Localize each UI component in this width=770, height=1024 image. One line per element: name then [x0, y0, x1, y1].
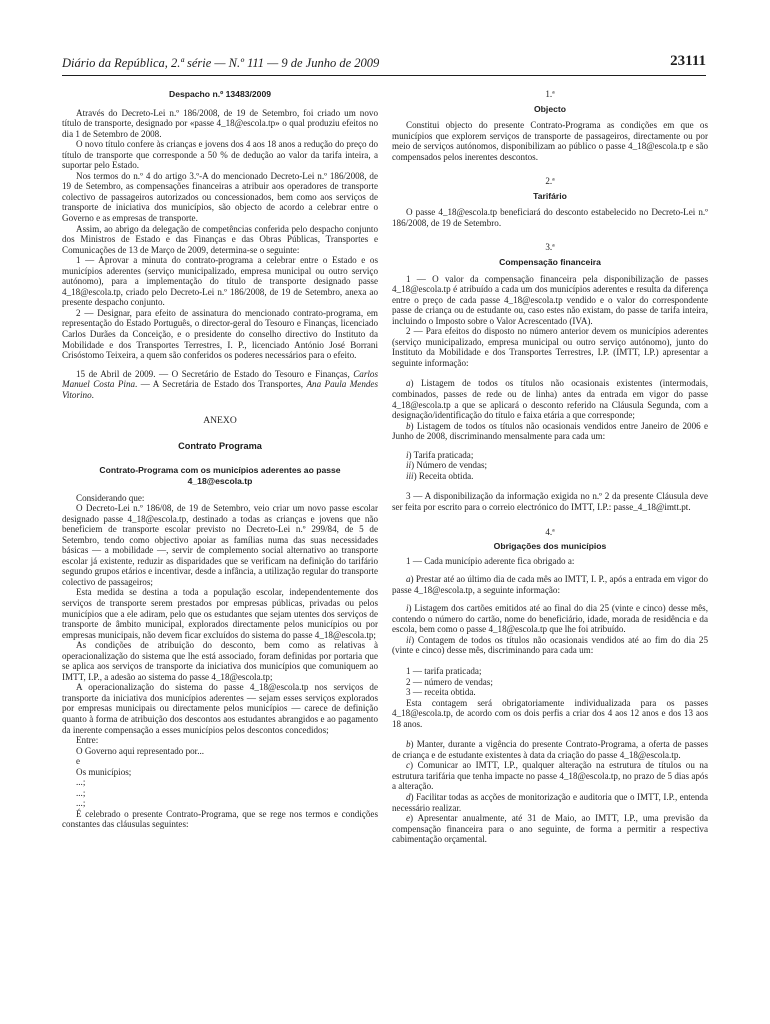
paragraph: O Decreto-Lei n.º 186/08, de 19 de Setembro, veio criar um novo passe escolar designado passe 4_18@escola.tp, destinado a todas as crianças e jovens que não beneficiem de transporte escolar previsto no Decreto-Lei n.º 299/84, de 5 de Setembro, tendo como objectivo apoiar as famílias numa das suas necessidades básicas — a mobilidade —, servir de complemento social alternativo ao transporte escolar já existente, reduzir as disparidades que se verificam na definição do tarifário segundo grupos etários e incentivar, desde a infância, a utilização regular do transporte colectivo de passageiros;: [62, 503, 378, 587]
clause-title: Objecto: [534, 103, 566, 114]
list-item: [392, 471, 708, 482]
paragraph: Assim, ao abrigo da delegação de competências conferida pelo despacho conjunto dos Ministros de Estado e das Finanças e das Obras Públicas, Transportes e Comunicações de 13 de Março de 2009, determina-se o seguinte:: [62, 223, 378, 255]
right-column: [392, 89, 708, 845]
list-marker: b: [406, 420, 411, 431]
paragraph: 2 — Designar, para efeito de assinatura do mencionado contrato-programa, em representação do Estado Português, o director-geral do Tesouro e Finanças, licenciado Carlos Durães da Conceição, e o presidente do conselho directivo do Instituto da Mobilidade e dos Transportes Terrestres, I. P., licenciado António José Borrani Crisóstomo Teixeira, a quem são conferidos os poderes necessários para o efeito.: [62, 307, 378, 361]
paragraph: As condições de atribuição do desconto, bem como as relativas à operacionalização do sistema que lhe está associado, foram definidas por portaria que se aplica aos serviços de transporte da iniciativa dos municípios que comuniquem ao IMTT, I.P., a adesão ao sistema do passe 4_18@escola.tp;: [62, 640, 378, 682]
paragraph: ...;: [76, 787, 86, 798]
page-header: [62, 55, 706, 76]
journal-title: Diário da República, 2.ª série — N.º 111 — 9 de Junho de 2009: [62, 56, 380, 70]
list-marker: d: [406, 791, 411, 802]
paragraph: Constitui objecto do presente Contrato-Programa as condições em que os municípios que explorem serviços de transporte de passageiros, directamente ou por meio de serviços autónomos, disponibilizam ao público o passe 4_18@escola.tp e são compensados pelos inerentes descontos.: [392, 120, 708, 162]
list-item: [392, 378, 708, 420]
left-column: [62, 89, 378, 830]
list-item: [392, 739, 708, 760]
despacho-title: Despacho n.º 13483/2009: [168, 89, 272, 99]
contract-subtitle: Contrato-Programa com os municípios aderentes ao passe 4_18@escola.tp: [99, 465, 341, 486]
list-text: ) Receita obtida.: [413, 470, 474, 481]
clause-title: Compensação financeira: [499, 257, 601, 268]
signature-text: . — A Secretária de Estado dos Transportes,: [135, 379, 307, 390]
list-marker: ii: [406, 634, 412, 645]
paragraph: É celebrado o presente Contrato-Programa, que se rege nos termos e condições constantes das cláusulas seguintes:: [62, 808, 378, 830]
paragraph: 1 — Cada município aderente fica obrigado a:: [406, 555, 575, 566]
signature-block: [62, 369, 378, 401]
list-item: 2 — número de vendas;: [406, 676, 493, 687]
clause-title: Obrigações dos municípios: [493, 541, 607, 552]
list-text: ) Comunicar ao IMTT, I.P., qualquer alteração na estrutura de títulos ou na estrutura tarifária que tenha impacte no passe 4_18@escola.tp, no prazo de 5 dias após a alteração.: [392, 760, 708, 792]
signature-text: .: [91, 389, 94, 400]
paragraph: Esta medida se destina a toda a população escolar, independentemente dos serviços de transporte serem prestados por empresas públicas, privadas ou pelos municípios que a ele adiram, pelo que os estudantes que sejam utentes dos serviços de transporte de âmbito municipal, explorados directamente pelos municípios ou por empresas municipais, não devem ficar excluídos do sistema do passe 4_18@escola.tp;: [62, 587, 378, 640]
clause-number: 4.ª: [545, 526, 555, 537]
list-item: [392, 792, 708, 813]
list-item: 3 — receita obtida.: [406, 687, 476, 698]
list-item: [392, 421, 708, 442]
list-text: ) Tarifa praticada;: [408, 449, 474, 460]
list-item: [392, 813, 708, 845]
list-item: [392, 635, 708, 656]
list-item: [392, 574, 708, 595]
clause-number: 3.ª: [545, 242, 555, 253]
paragraph: Os municípios;: [76, 766, 132, 777]
list-item: [392, 603, 708, 635]
list-item: [392, 450, 708, 461]
clause-number: 1.ª: [545, 89, 555, 99]
list-marker: c: [406, 760, 411, 771]
list-item: 1 — tarifa praticada;: [406, 665, 482, 676]
paragraph: 1 — Aprovar a minuta do contrato-programa a celebrar entre o Estado e os municípios aderentes (serviço municipalizado, empresa municipal ou outro serviço autónomo), para a implementação do título de transporte designado passe 4_18@escola.tp, criado pelo Decreto-Lei n.º 186/2008, de 19 de Setembro, anexa ao presente despacho conjunto.: [62, 255, 378, 308]
list-text: ) Apresentar anualmente, até 31 de Maio, ao IMTT, I.P., uma previsão da compensação financeira para o ano seguinte, de forma a permitir a respectiva cabimentação orçamental.: [392, 813, 708, 845]
list-item: [392, 460, 708, 471]
list-text: ) Listagem de todos os títulos não ocasionais existentes (intermodais, combinados, passes de rede ou de linha) antes da entrada em vigor do passe 4_18@escola.tp a que se aplicará o desconto referido na Cláusula Segunda, com a designação/identificação do título e faixa etária a que corresponde;: [392, 378, 708, 421]
list-text: ) Listagem dos cartões emitidos até ao final do dia 25 (vinte e cinco) desse mês, contendo o número do cartão, nome do beneficiário, idade, morada de residência e da escola, bem como o passe 4_18@escola.tp que lhe foi atribuído.: [392, 603, 708, 635]
paragraph: 3 — A disponibilização da informação exigida no n.º 2 da presente Cláusula deve ser feita por escrito para o correio electrónico do IMTT, I.P.: passe_4_18@imtt.pt.: [392, 491, 708, 512]
paragraph: O Governo aqui representado por...: [76, 745, 205, 756]
paragraph: O novo título confere às crianças e jovens dos 4 aos 18 anos a redução do preço do título de transporte que corresponde a 50 % de dedução ao valor da tarifa inteira, a suportar pelo Estado.: [62, 139, 378, 171]
list-marker: b: [406, 739, 411, 750]
clause-title: Tarifário: [533, 190, 567, 201]
page-number: 23111: [670, 53, 706, 69]
list-marker: e: [406, 813, 411, 824]
paragraph: Através do Decreto-Lei n.º 186/2008, de 19 de Setembro, foi criado um novo título de transporte, designado por «passe 4_18@escola.tp» o qual produziu efeitos no dia 1 de Setembro de 2008.: [62, 107, 378, 139]
signatory-name: Carlos Manuel Costa Pina: [62, 368, 378, 390]
list-marker: i: [406, 449, 409, 460]
list-marker: a: [406, 574, 411, 585]
paragraph: Considerando que:: [76, 492, 145, 503]
list-text: ) Prestar até ao último dia de cada mês ao IMTT, I. P., após a entrada em vigor do passe 4_18@escola.tp, a seguinte informação:: [392, 574, 708, 595]
annex-heading: ANEXO: [203, 415, 237, 427]
paragraph: ...;: [76, 798, 86, 809]
signatory-name: Ana Paula Mendes Vitorino: [62, 379, 378, 400]
paragraph: 2 — Para efeitos do disposto no número anterior devem os municípios aderentes (serviço municipalizado, empresa municipal ou outro serviço autónomo), junto do Instituto da Mobilidade e dos Transportes Terrestres, I.P. (IMTT, I.P.) apresentar a seguinte informação:: [392, 326, 708, 368]
paragraph: Entre:: [76, 735, 99, 746]
list-text: ) Número de vendas;: [411, 460, 488, 471]
contract-title: Contrato Programa: [178, 440, 262, 451]
paragraph: ...;: [76, 777, 86, 788]
paragraph: O passe 4_18@escola.tp beneficiará do desconto estabelecido no Decreto-Lei n.º 186/2008, de 19 de Setembro.: [392, 207, 708, 228]
paragraph: Nos termos do n.º 4 do artigo 3.º-A do mencionado Decreto-Lei n.º 186/2008, de 19 de Setembro, as compensações financeiras a atribuir aos operadores de transporte colectivo de passageiros autorizados ou concessionados, bem como aos serviços de transporte de iniciativa dos municípios, são objecto de acordo a celebrar entre o Governo e as empresas de transporte.: [62, 170, 378, 224]
paragraph: Esta contagem será obrigatoriamente individualizada para os passes 4_18@escola.tp, de acordo com os dois perfis a criar dos 4 aos 12 anos e dos 13 aos 18 anos.: [392, 697, 708, 729]
paragraph: 1 — O valor da compensação financeira pela disponibilização de passes 4_18@escola.tp é atribuído a cada um dos municípios aderentes e resulta da diferença entre o preço de cada passe 4_18@escola.tp vendido e o valor do correspondente passe de criança ou de estudante ou, caso estes não existam, do passe de tarifa inteira, incluindo o Imposto sobre o Valor Acrescentado (IVA).: [392, 273, 708, 326]
paragraph: A operacionalização do sistema do passe 4_18@escola.tp nos serviços de transporte da iniciativa dos municípios aderentes — sejam esses serviços explorados por empresas municipais ou directamente pelos municípios — carece de definição quanto à forma de atribuição dos descontos aos estudantes abrangidos e ao pagamento da inerente compensação a esses municípios pelos descontos concedidos;: [62, 682, 378, 735]
list-item: [392, 760, 708, 792]
list-text: ) Facilitar todas as acções de monitorização e auditoria que o IMTT, I.P., entenda necessário realizar.: [392, 791, 708, 813]
list-text: ) Listagem de todos os títulos não ocasionais vendidos entre Janeiro de 2006 e Junho de 2008, discriminando mensalmente para cada um:: [392, 420, 708, 442]
list-text: ) Contagem de todos os títulos não ocasionais vendidos até ao fim do dia 25 (vinte e cinco) desse mês, discriminando para cada um:: [392, 634, 708, 656]
list-marker: a: [406, 378, 411, 389]
paragraph: e: [76, 756, 81, 767]
signature-date: 15 de Abril de 2009. — O Secretário de Estado do Tesouro e Finanças,: [76, 368, 354, 379]
list-text: ) Manter, durante a vigência do presente Contrato-Programa, a oferta de passes de criança e de estudante existentes à data da criação do passe 4_18@escola.tp.: [392, 739, 708, 760]
list-marker: ii: [406, 460, 412, 471]
list-marker: iii: [406, 470, 414, 481]
clause-number: 2.ª: [545, 176, 555, 187]
list-marker: i: [406, 603, 409, 614]
